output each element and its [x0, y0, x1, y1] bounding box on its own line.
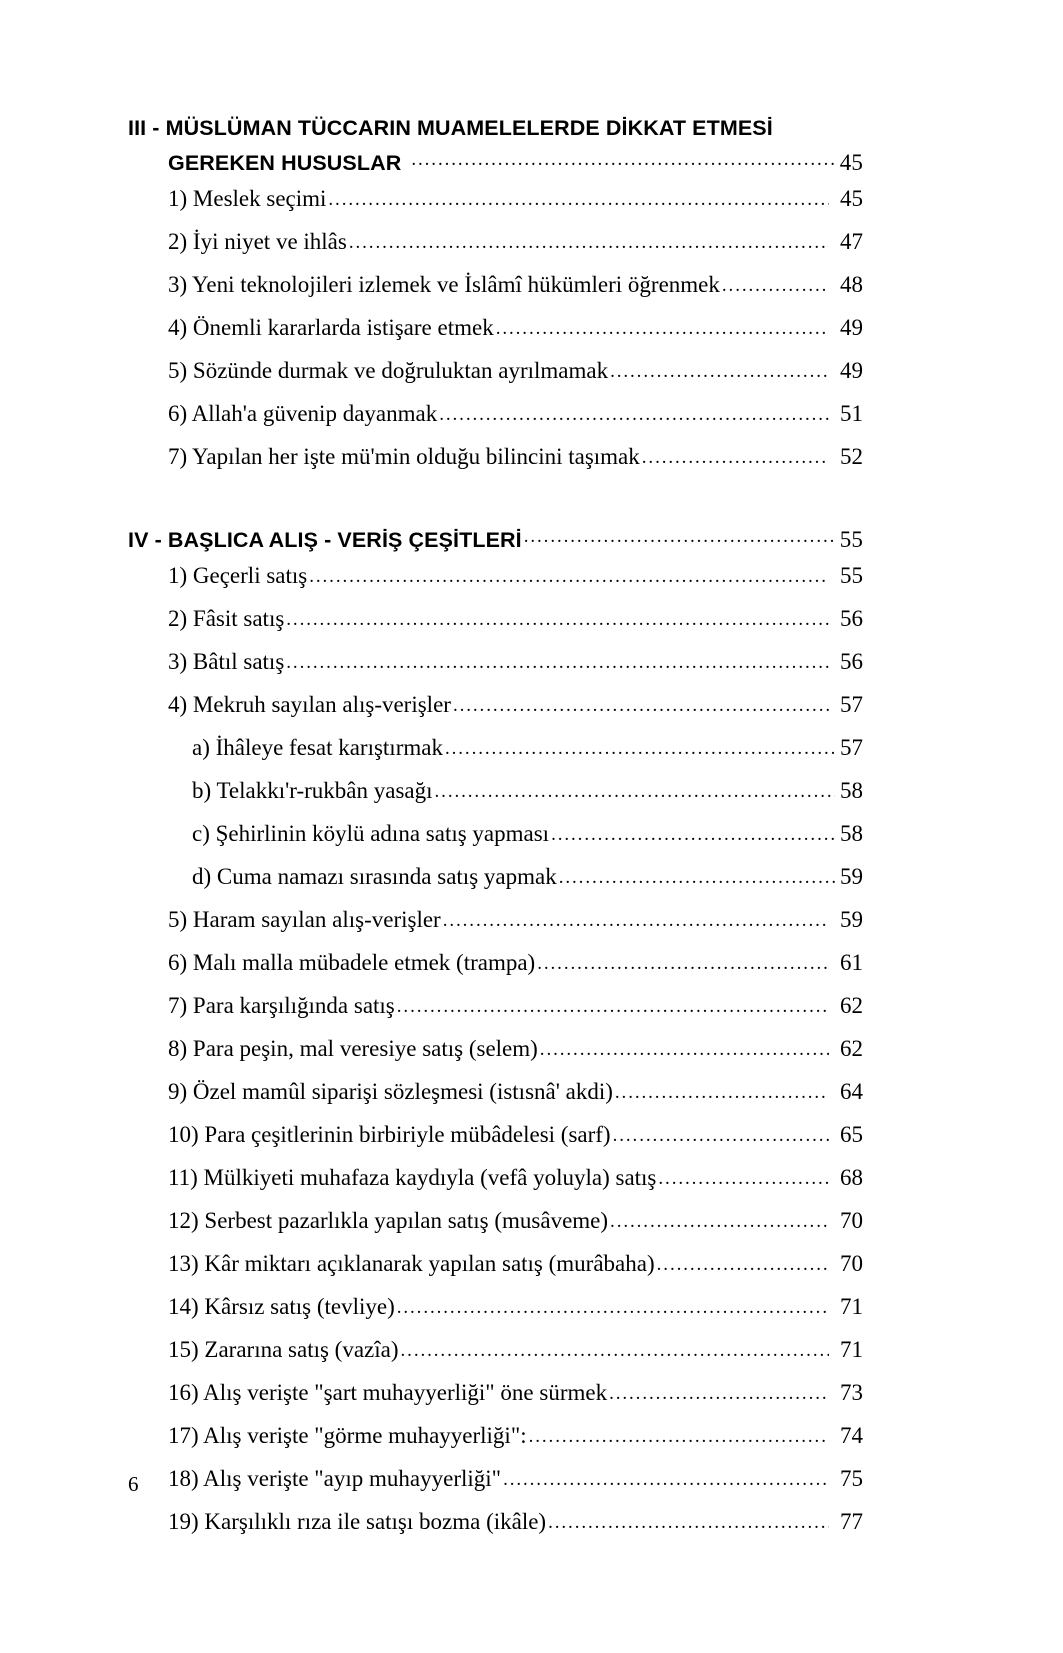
dot-leader — [658, 1166, 829, 1189]
toc-entry-label: 3) Yeni teknolojileri izlemek ve İslâmî hükümleri öğrenmek — [168, 271, 720, 297]
toc-entry-label: 4) Önemli kararlarda istişare etmek — [168, 314, 494, 340]
page-number: 49 — [840, 314, 863, 340]
toc-entry-label: 9) Özel mamûl siparişi sözleşmesi (istısnâ' akdi) — [168, 1078, 613, 1104]
dot-leader — [453, 693, 829, 716]
dot-leader — [349, 230, 829, 253]
page-number: 47 — [840, 228, 863, 254]
toc-entry[interactable] — [128, 597, 863, 640]
page-number: 56 — [840, 648, 863, 674]
toc-entry-label: 11) Mülkiyeti muhafaza kaydıyla (vefâ yoluyla) satış — [168, 1164, 657, 1190]
toc-entry[interactable] — [128, 1285, 863, 1328]
toc-entry[interactable] — [128, 941, 863, 984]
dot-leader — [559, 865, 835, 888]
page-number: 75 — [840, 1465, 863, 1491]
dot-leader — [397, 994, 829, 1017]
dot-leader — [496, 316, 829, 339]
page-number: 56 — [840, 605, 863, 631]
dot-leader — [445, 736, 835, 759]
toc-entry-label: 5) Haram sayılan alış-verişler — [168, 906, 441, 932]
section-heading-line: IV - BAŞLICA ALIŞ - VERİŞ ÇEŞİTLERİ — [128, 528, 522, 552]
toc-body — [128, 118, 863, 1543]
toc-entry-label: 2) İyi niyet ve ihlâs — [168, 228, 347, 254]
section-heading-line: III - MÜSLÜMAN TÜCCARIN MUAMELELERDE DİKKAT ETMESİ — [128, 116, 773, 140]
toc-entry[interactable] — [128, 1500, 863, 1543]
section-heading[interactable] — [128, 526, 863, 552]
toc-entry[interactable] — [128, 812, 863, 855]
toc-entry[interactable] — [128, 263, 863, 306]
dot-leader — [529, 1424, 829, 1447]
dot-leader — [540, 1037, 829, 1060]
page-number: 61 — [840, 949, 863, 975]
page-number: 71 — [840, 1293, 863, 1319]
toc-entry[interactable] — [128, 640, 863, 683]
toc-entry[interactable] — [128, 220, 863, 263]
dot-leader — [551, 822, 835, 845]
page-number: 58 — [840, 777, 863, 803]
toc-entry[interactable] — [128, 855, 863, 898]
dot-leader — [722, 273, 829, 296]
toc-entry[interactable] — [128, 1328, 863, 1371]
toc-entry-label: 8) Para peşin, mal veresiye satış (selem) — [168, 1035, 538, 1061]
toc-entry[interactable] — [128, 392, 863, 435]
toc-entry-label: 12) Serbest pazarlıkla yapılan satış (musâveme) — [168, 1207, 609, 1233]
dot-leader — [397, 1295, 829, 1318]
dot-leader — [657, 1252, 829, 1275]
toc-entry-label: 4) Mekruh sayılan alış-verişler — [168, 691, 451, 717]
page-folio: 6 — [128, 1472, 139, 1496]
toc-entry[interactable] — [128, 349, 863, 392]
page-number: 52 — [840, 443, 863, 469]
page-number: 74 — [840, 1422, 863, 1448]
toc-entry[interactable] — [128, 306, 863, 349]
toc-entry-label: 6) Malı malla mübadele etmek (trampa) — [168, 949, 536, 975]
page-number: 59 — [840, 863, 863, 889]
page-number: 70 — [840, 1207, 863, 1233]
toc-entry-label: 2) Fâsit satış — [168, 605, 285, 631]
page-number: 58 — [840, 820, 863, 846]
dot-leader — [615, 1080, 829, 1103]
toc-entry-label: 19) Karşılıklı rıza ile satışı bozma (ikâle) — [168, 1508, 547, 1534]
page-number: 71 — [840, 1336, 863, 1362]
toc-entry-label: 1) Geçerli satış — [168, 562, 308, 588]
page-number: 65 — [840, 1121, 863, 1147]
toc-entry-label: b) Telakkı'r-rukbân yasağı — [192, 777, 433, 803]
dot-leader — [286, 607, 829, 630]
toc-entry-label: 15) Zararına satış (vazîa) — [168, 1336, 399, 1362]
page-number: 57 — [840, 734, 863, 760]
toc-entry-label: 7) Yapılan her işte mü'min olduğu bilincini taşımak — [168, 443, 640, 469]
toc-section — [128, 118, 863, 478]
dot-leader — [443, 908, 829, 931]
toc-entry-label: 5) Sözünde durmak ve doğruluktan ayrılmamak — [168, 357, 609, 383]
toc-entry-label: 3) Bâtıl satış — [168, 648, 285, 674]
toc-entry-label: d) Cuma namazı sırasında satış yapmak — [192, 863, 557, 889]
page-number: 57 — [840, 691, 863, 717]
toc-entry-label: 18) Alış verişte "ayıp muhayyerliği" — [168, 1465, 502, 1491]
page-number: 55 — [839, 527, 863, 552]
toc-entry[interactable] — [128, 1414, 863, 1457]
toc-entry[interactable] — [128, 1371, 863, 1414]
page-number: 49 — [840, 357, 863, 383]
page-number: 45 — [840, 185, 863, 211]
dot-leader — [609, 1381, 829, 1404]
section-spacer — [128, 478, 863, 526]
toc-entry[interactable] — [128, 1027, 863, 1070]
toc-entry-label: 6) Allah'a güvenip dayanmak — [168, 400, 438, 426]
toc-entry-label: 1) Meslek seçimi — [168, 185, 327, 211]
toc-entry[interactable] — [128, 1199, 863, 1242]
page-number: 59 — [840, 906, 863, 932]
dot-leader — [309, 564, 829, 587]
page-number: 62 — [840, 992, 863, 1018]
dot-leader — [439, 402, 829, 425]
section-heading-line: GEREKEN HUSUSLAR — [168, 151, 402, 175]
dot-leader — [548, 1510, 829, 1533]
toc-entry[interactable] — [128, 1242, 863, 1285]
page-number: 48 — [840, 271, 863, 297]
page-number: 68 — [840, 1164, 863, 1190]
page-number: 73 — [840, 1379, 863, 1405]
toc-entry-label: 10) Para çeşitlerinin birbiriyle mübâdelesi (sarf) — [168, 1121, 611, 1147]
toc-entry-label: a) İhâleye fesat karıştırmak — [192, 734, 443, 760]
page-number: 55 — [840, 562, 863, 588]
dot-leader — [401, 1338, 829, 1361]
toc-entry-label: c) Şehirlinin köylü adına satış yapması — [192, 820, 550, 846]
toc-entry-label: 14) Kârsız satış (tevliye) — [168, 1293, 395, 1319]
toc-entry-label: 13) Kâr miktarı açıklanarak yapılan satış (murâbaha) — [168, 1250, 655, 1276]
dot-leader — [642, 445, 829, 468]
toc-entry[interactable] — [128, 726, 863, 769]
page-number: 51 — [840, 400, 863, 426]
page-number: 77 — [840, 1508, 863, 1534]
page-number: 62 — [840, 1035, 863, 1061]
page-number: 70 — [840, 1250, 863, 1276]
toc-entry[interactable] — [128, 554, 863, 597]
toc-entry[interactable] — [128, 984, 863, 1027]
toc-entry[interactable] — [128, 1457, 863, 1500]
dot-leader — [524, 526, 834, 548]
page-number: 64 — [840, 1078, 863, 1104]
toc-entry[interactable] — [128, 1113, 863, 1156]
toc-entry-label: 16) Alış verişte "şart muhayyerliği" öne sürmek — [168, 1379, 608, 1405]
dot-leader — [613, 1123, 829, 1146]
dot-leader — [411, 149, 833, 171]
dot-leader — [610, 359, 829, 382]
dot-leader — [537, 951, 829, 974]
toc-entry[interactable] — [128, 898, 863, 941]
dot-leader — [610, 1209, 829, 1232]
toc-entry-label: 17) Alış verişte "görme muhayyerliği": — [168, 1422, 527, 1448]
toc-entry[interactable] — [128, 177, 863, 220]
toc-section — [128, 526, 863, 1543]
toc-entry[interactable] — [128, 1156, 863, 1199]
dot-leader — [286, 650, 829, 673]
toc-entry-label: 7) Para karşılığında satış — [168, 992, 395, 1018]
toc-entry[interactable] — [128, 683, 863, 726]
dot-leader — [328, 187, 829, 210]
toc-entry[interactable] — [128, 769, 863, 812]
section-heading[interactable] — [128, 118, 863, 175]
toc-entry[interactable] — [128, 435, 863, 478]
toc-entry[interactable] — [128, 1070, 863, 1113]
dot-leader — [503, 1467, 829, 1490]
dot-leader — [435, 779, 835, 802]
page-number: 45 — [839, 150, 863, 175]
